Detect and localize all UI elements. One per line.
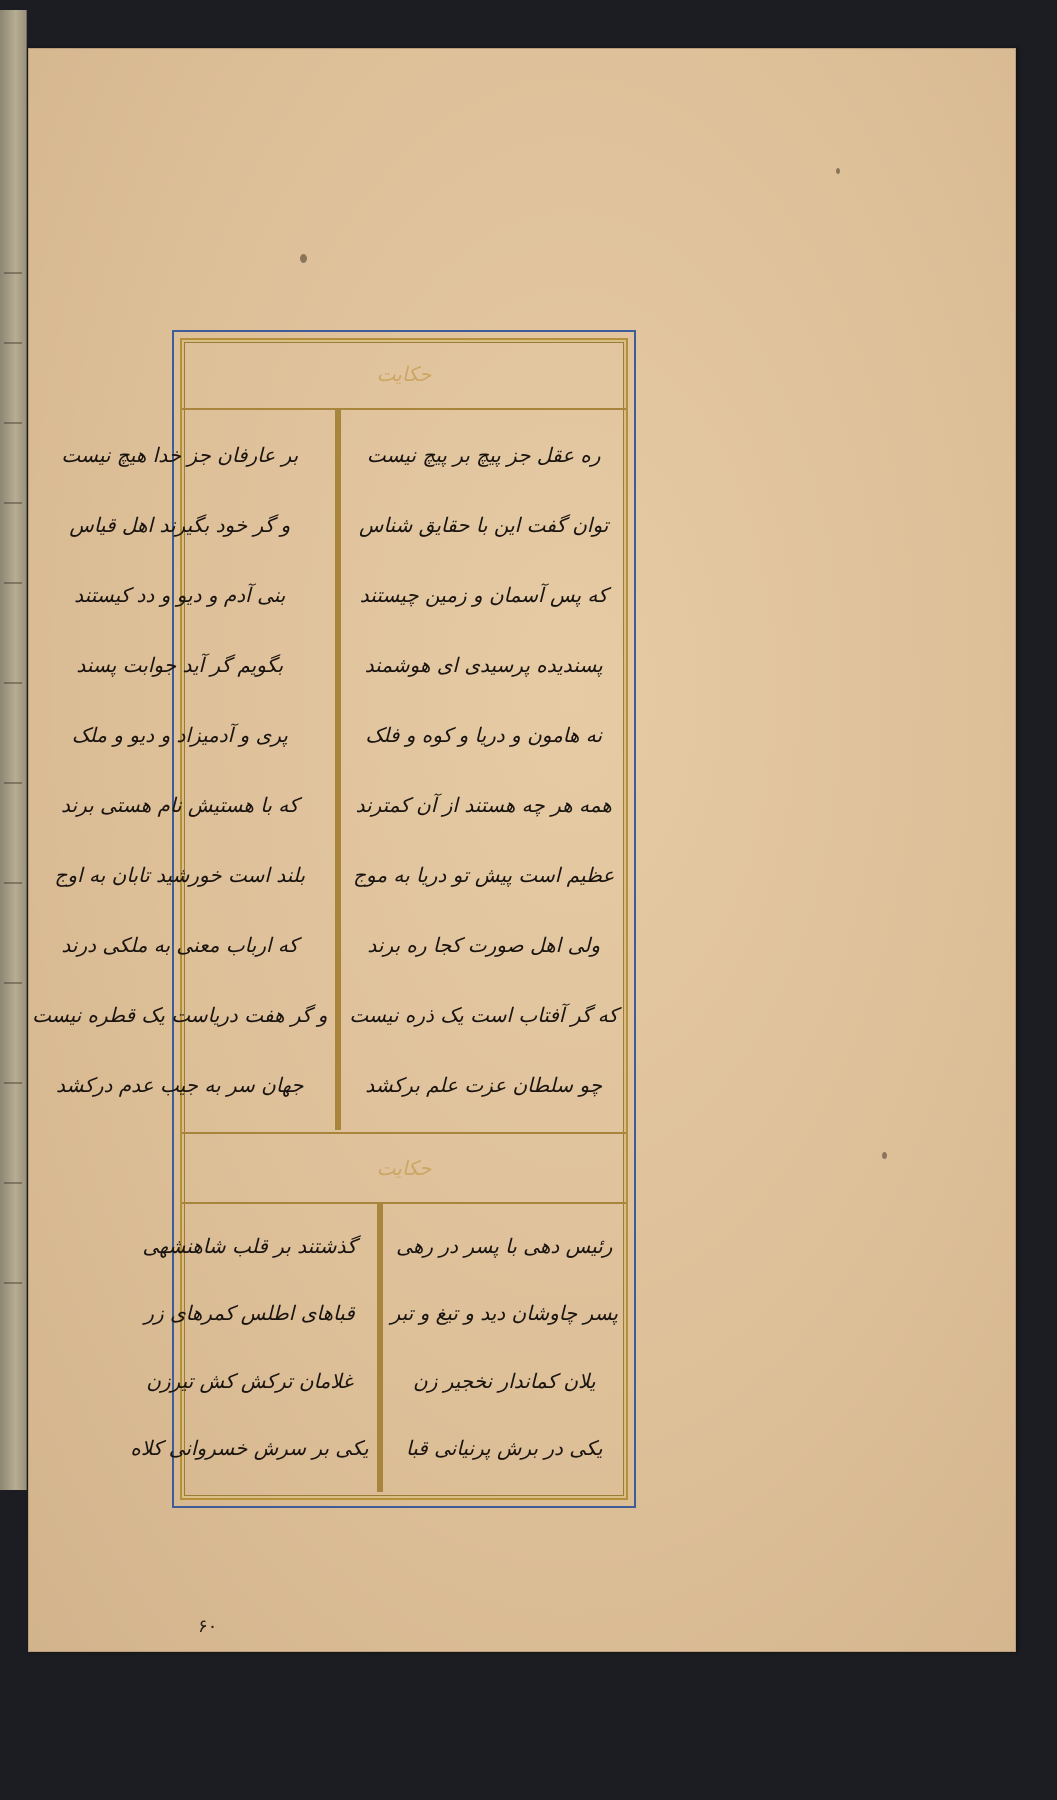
verse-column-left: [24, 410, 335, 1130]
adjacent-page-text-fragment: [4, 970, 22, 984]
adjacent-page-text-fragment: [4, 410, 22, 424]
section-heading-2: حکایت: [376, 1156, 432, 1180]
verse-line: رئیس دهی با پسر در رهی: [396, 1233, 613, 1258]
section-heading-1: حکایت: [376, 362, 432, 386]
section-heading-box-1: [182, 340, 626, 410]
verse-line: پسندیده پرسیدی ای هوشمند: [364, 653, 603, 677]
verse-line: بلند است خورشید تابان به اوج: [54, 863, 306, 887]
ink-speck: [836, 168, 840, 174]
verse-line: بر عارفان جز خدا هیچ نیست: [61, 443, 299, 467]
adjacent-page-text-fragment: [4, 1070, 22, 1084]
ink-speck: [300, 254, 307, 263]
verse-line: گذشتند بر قلب شاهنشهی: [142, 1233, 357, 1258]
adjacent-page-text-fragment: [4, 870, 22, 884]
verse-line: پسر چاوشان دید و تیغ و تبر: [390, 1301, 618, 1326]
verse-column-right: [339, 410, 626, 1130]
verse-line: همه هر چه هستند از آن کمترند: [355, 793, 612, 817]
adjacent-page-text-fragment: [4, 1170, 22, 1184]
verse-line: یلان کماندار نخجیر زن: [413, 1368, 596, 1393]
verse-line: یکی بر سرش خسروانی کلاه: [130, 1436, 369, 1461]
adjacent-page-text-fragment: [4, 670, 22, 684]
adjacent-page-text-fragment: [4, 330, 22, 344]
verse-line: بنی آدم و دیو و دد کیستند: [74, 583, 286, 607]
verse-line: یکی در برش پرنیانی قبا: [406, 1436, 603, 1461]
verse-line: جهان سر به جیب عدم درکشد: [56, 1073, 304, 1097]
verse-line: توان گفت این با حقایق شناس: [359, 513, 609, 537]
verse-line: نه هامون و دریا و کوه و فلک: [365, 723, 603, 747]
adjacent-page-text-fragment: [4, 1270, 22, 1284]
verse-section-1: [32, 410, 626, 1130]
verse-line: بگویم گر آید جوابت پسند: [76, 653, 284, 677]
adjacent-page-text-fragment: [4, 260, 22, 274]
verse-line: و گر خود بگیرند اهل قیاس: [69, 513, 291, 537]
verse-column-left: [122, 1202, 376, 1492]
ink-speck: [882, 1152, 887, 1159]
verse-section-2: [130, 1202, 626, 1492]
verse-line: چو سلطان عزت علم برکشد: [365, 1073, 603, 1097]
text-frame: [32, 330, 636, 1508]
verse-line: که ارباب معنی به ملکی درند: [61, 933, 299, 957]
manuscript-page: [28, 48, 1016, 1652]
verse-line: که با هستیش نام هستی برند: [61, 793, 299, 817]
verse-column-right: [381, 1202, 626, 1492]
verse-line: که پس آسمان و زمین چیستند: [359, 583, 608, 607]
adjacent-page-text-fragment: [4, 570, 22, 584]
adjacent-page-edge: [0, 10, 27, 1490]
verse-line: و گر هفت دریاست یک قطره نیست: [32, 1003, 328, 1027]
verse-line: قباهای اطلس کمرهای زر: [144, 1301, 355, 1326]
verse-line: پری و آدمیزاد و دیو و ملک: [71, 723, 288, 747]
verse-line: ره عقل جز پیچ بر پیچ نیست: [366, 443, 601, 467]
adjacent-page-text-fragment: [4, 490, 22, 504]
verse-line: غلامان ترکش کش تیرزن: [146, 1368, 353, 1393]
folio-number: ۶۰: [198, 1616, 218, 1637]
verse-line: عظیم است پیش تو دریا به موج: [353, 863, 615, 887]
adjacent-page-text-fragment: [4, 770, 22, 784]
verse-line: که گر آفتاب است یک ذره نیست: [349, 1003, 618, 1027]
section-heading-box-2: [182, 1132, 626, 1204]
verse-line: ولی اهل صورت کجا ره برند: [367, 933, 600, 957]
text-frame-inner-rule: [32, 338, 628, 1500]
